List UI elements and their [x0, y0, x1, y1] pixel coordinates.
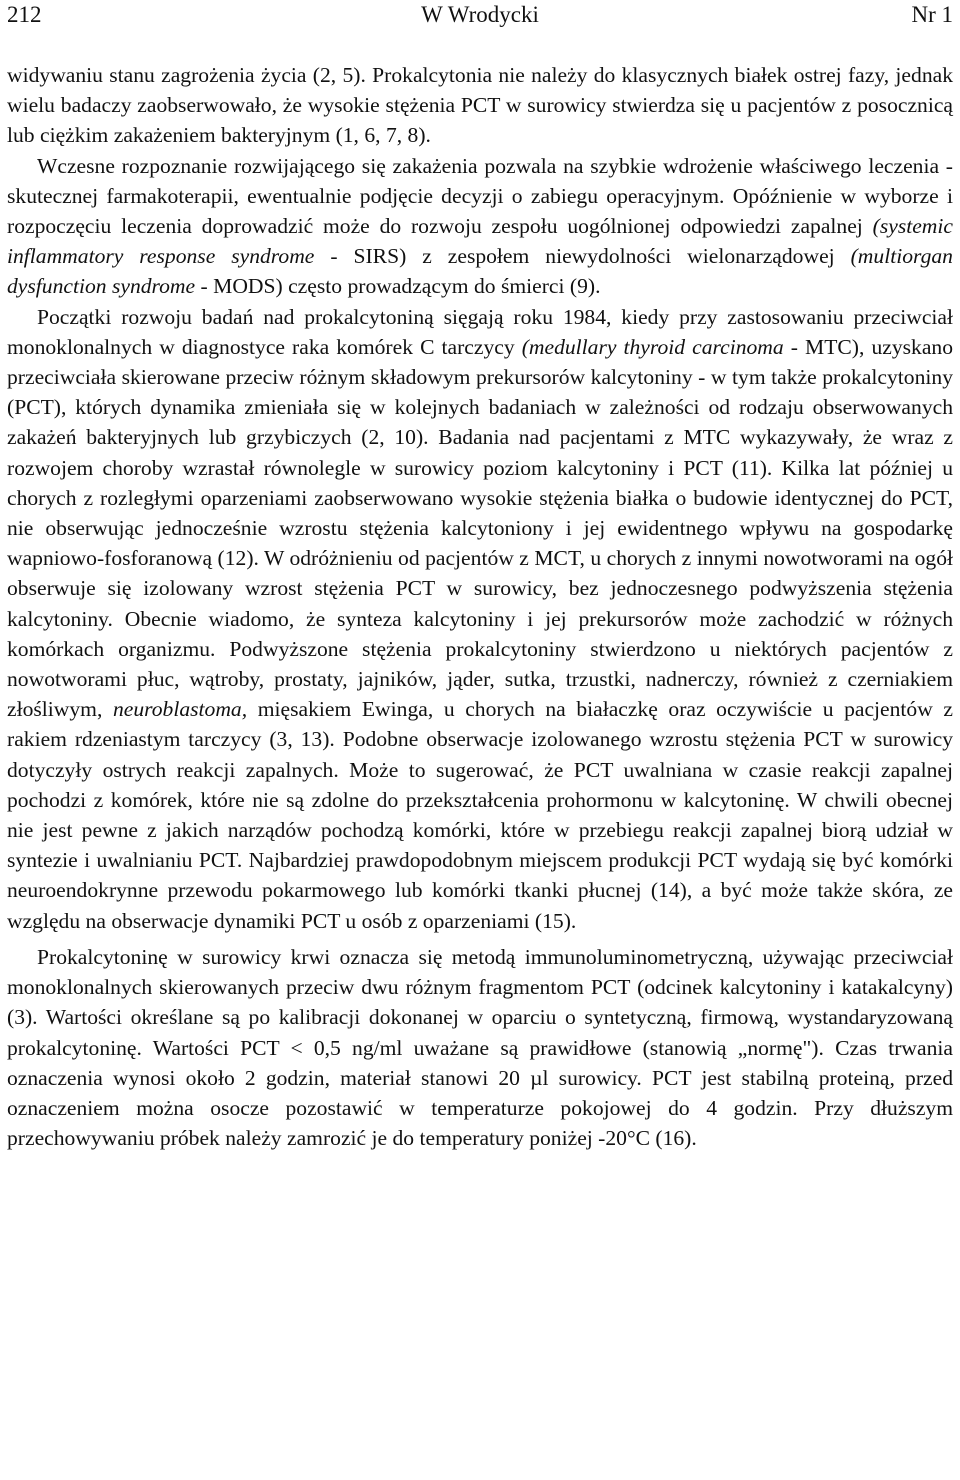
paragraph-3-term-neuroblastoma: neuroblastoma,: [112, 697, 248, 722]
issue-number: Nr 1: [911, 2, 953, 27]
paragraph-1-segment-1: widywaniu stanu zagrożenia życia (2, 5). Prokalcytonia nie należy do klasycznych białek ostrej fazy, jednak wielu badaczy zaobserwowało, że wysokie stężenia PCT w surowicy stwierdza się u pacjentów z posocznicą lub ciężkim zakażeniem bakteryjnym (1, 6, 7, 8).: [7, 63, 953, 148]
paragraph-3-segment-5: mięsakiem Ewinga, u chorych na białaczkę oraz oczywiście u pacjentów z rakiem rdzeniastym tarczycy (3, 13). Podobne obserwacje izolowanego wzrostu stężenia PCT w surowicy dotyczyły ostrych reakcji zapalnych. Może to sugerować, że PCT uwalniana w czasie reakcji zapalnej pochodzi z komórek, które nie są zdolne do przekształcenia prohormonu w kalcytoninę. W chwili obecnej nie jest pewne z jakich narządów pochodzą komórki, które w przebiegu reakcji zapalnej biorą udział w syntezie i uwalnianiu PCT. Najbardziej prawdopodobnym miejscem produkcji PCT wydają się być komórki neuroendokrynne przewodu pokarmowego lub komórki tkanki płucnej (14), a być może także skóra, ze względu na obserwacje dynamiki PCT u osób z oparzeniami (15).: [7, 697, 953, 933]
paragraph-4: [7, 942, 953, 1153]
paragraph-2-term-sirs: (systemic inflammatory response syndrome: [7, 214, 953, 269]
article-body: [7, 60, 953, 1153]
paragraph-3-segment-1: Początki rozwoju badań nad prokalcytoniną sięgają roku 1984, kiedy przy zastosowaniu przeciwciał monoklonalnych w diagnostyce raka komórek C tarczycy: [7, 304, 953, 359]
journal-page: [7, 0, 953, 1480]
paragraph-2: [7, 151, 953, 302]
paragraph-2-term-mods: (multiorgan dysfunction syndrome: [7, 244, 953, 299]
paragraph-2-segment-5: - MODS) często prowadzącym do śmierci (9).: [195, 274, 601, 299]
running-head-author: W Wrodycki: [421, 2, 539, 27]
paragraph-3-segment-3: - MTC), uzyskano przeciwciała skierowane przeciw różnym składowym prekursorów kalcytoniny - w tym także prokalcytoniny (PCT), których dynamika zmieniała się w kolejnych badaniach w zależności od rodzaju obserwowanych zakażeń bakteryjnych lub grzybiczych (2, 10). Badania nad pacjentami z MTC wykazywały, że wraz z rozwojem choroby wzrastał równolegle w surowicy poziom kalcytoniny i PCT (11). Kilka lat później u chorych z rozległymi oparzeniami zaobserwowano wysokie stężenia białka o budowie identycznej do PCT, nie obserwując jednocześnie wzrostu stężenia kalcytoniony i jej ewidentnego wpływu na gospodarkę wapniowo-fosforanową (12). W odróżnieniu od pacjentów z MCT, u chorych z innymi nowotworami na ogół obserwuje się izolowany wzrost stężenia PCT w surowicy, bez jednoczesnego podwyższenia stężenia kalcytoniny. Obecnie wiadomo, że synteza kalcytoniny i jej prekursorów może zachodzić w różnych komórkach organizmu. Podwyższone stężenia prokalcytoniny stwierdzono u niektórych pacjentów z nowotworami płuc, wątroby, prostaty, jajników, jąder, sutka, trzustki, nadnerczy, również z czerniakiem złośliwym,: [7, 334, 954, 722]
paragraph-4-segment-1: Prokalcytoninę w surowicy krwi oznacza się metodą immunoluminometryczną, używając przeciwciał monoklonalnych skierowanych przeciw dwu różnym fragmentom PCT (odcinek kalcytoniny i katakalcyny) (3). Wartości określane są po kalibracji dokonanej w oparciu o syntetyczną, firmową, wystandaryzowaną prokalcytoninę. Wartości PCT < 0,5 ng/ml uważane są prawidłowe (stanowią „normę"). Czas trwania oznaczenia wynosi około 2 godzin, materiał stanowi 20 µl surowicy. PCT jest stabilną proteiną, przed oznaczeniem można osocze pozostawić w temperaturze pokojowej do 4 godzin. Przy dłuższym przechowywaniu próbek należy zamrozić je do temperatury poniżej -20°C (16).: [7, 944, 953, 1151]
paragraph-1: [7, 60, 953, 151]
paragraph-2-segment-1: Wczesne rozpoznanie rozwijającego się zakażenia pozwala na szybkie wdrożenie właściwego leczenia - skutecznej farmakoterapii, ewentualnie podjęcie decyzji o zabiegu operacyjnym. Opóźnienie w wyborze i rozpoczęciu leczenia doprowadzić może do rozwoju zespołu uogólnionej odpowiedzi zapalnej: [7, 153, 953, 239]
page-number: 212: [7, 2, 42, 27]
paragraph-2-segment-3: - SIRS) z zespołem niewydolności wielonarządowej: [314, 244, 851, 269]
paragraph-3-term-mtc: (medullary thyroid carcinoma: [521, 334, 784, 359]
paragraph-3: [7, 302, 953, 936]
running-header: [7, 0, 953, 30]
